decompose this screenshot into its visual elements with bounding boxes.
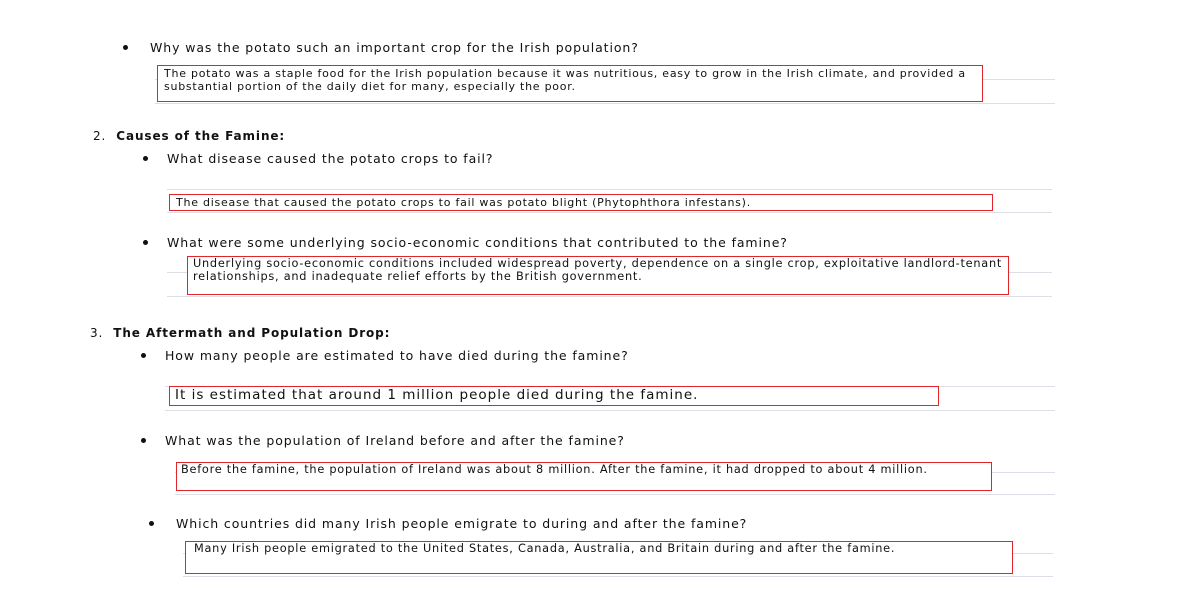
bullet <box>143 156 148 161</box>
answer-population: Before the famine, the population of Ireland was about 8 million. After the famine, it had dropped to about 4 million. <box>176 462 992 491</box>
section-heading-causes <box>93 128 285 144</box>
question-deaths: How many people are estimated to have died during the famine? <box>165 348 629 363</box>
section-heading-aftermath <box>90 325 390 341</box>
section-title: The Aftermath and Population Drop: <box>113 326 391 340</box>
divider <box>167 212 1052 213</box>
section-number: 3. <box>90 326 104 340</box>
divider <box>167 189 1052 190</box>
answer-socioeconomic: Underlying socio-economic conditions included widespread poverty, dependence on a single crop, exploitative landlord-tenant relationships, and inadequate relief efforts by the British government. <box>187 256 1009 295</box>
divider <box>183 576 1053 577</box>
divider <box>165 410 1055 411</box>
question-disease: What disease caused the potato crops to fail? <box>167 151 494 166</box>
divider <box>155 103 1055 104</box>
bullet <box>141 353 146 358</box>
divider <box>175 494 1055 495</box>
bullet <box>143 240 148 245</box>
answer-deaths: It is estimated that around 1 million people died during the famine. <box>169 386 939 406</box>
question-potato-importance: Why was the potato such an important crop for the Irish population? <box>150 40 639 55</box>
answer-potato-importance: The potato was a staple food for the Irish population because it was nutritious, easy to grow in the Irish climate, and provided a substantial portion of the daily diet for many, especially the poor. <box>157 65 983 102</box>
section-title: Causes of the Famine: <box>116 129 286 143</box>
bullet <box>123 45 128 50</box>
answer-disease: The disease that caused the potato crops to fail was potato blight (Phytophthora infestans). <box>169 194 993 211</box>
bullet <box>149 521 154 526</box>
divider <box>167 296 1052 297</box>
question-emigration: Which countries did many Irish people emigrate to during and after the famine? <box>176 516 748 531</box>
section-number: 2. <box>93 129 107 143</box>
question-population: What was the population of Ireland before and after the famine? <box>165 433 625 448</box>
bullet <box>141 438 146 443</box>
question-socioeconomic: What were some underlying socio-economic conditions that contributed to the famine? <box>167 235 788 250</box>
answer-emigration: Many Irish people emigrated to the United States, Canada, Australia, and Britain during and after the famine. <box>185 541 1013 574</box>
